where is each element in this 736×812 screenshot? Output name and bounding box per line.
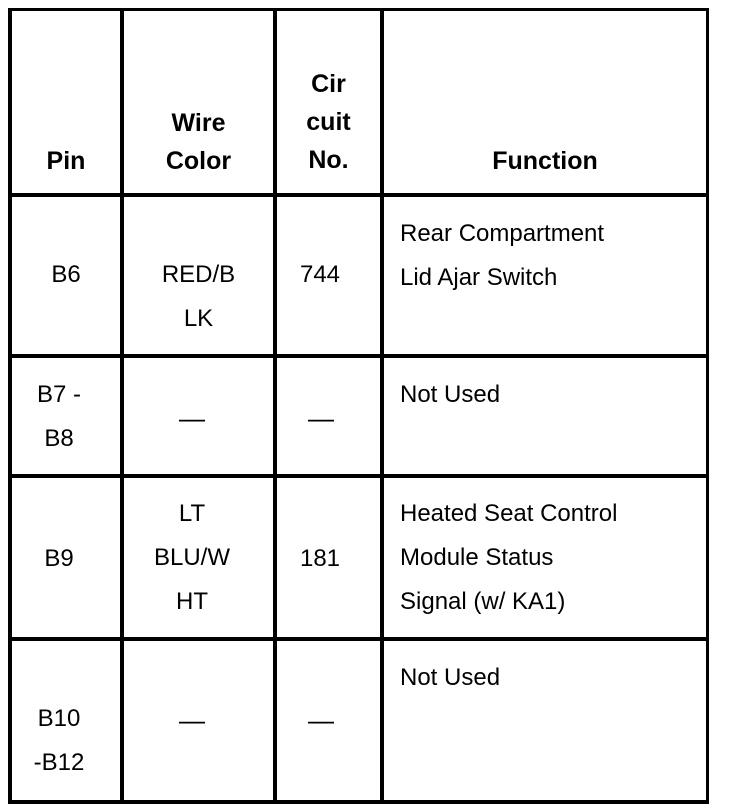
row-3-pin [12, 537, 106, 581]
header-circuit-no [277, 65, 380, 179]
column-divider-3 [380, 8, 384, 804]
header-circuit-no-line-1: Cir [311, 70, 346, 98]
header-pin-line-1: Pin [46, 147, 86, 175]
row-divider-2 [8, 474, 708, 478]
row-4-pin [12, 697, 106, 785]
row-2-pin-line-1: B7 - [36, 381, 81, 408]
row-1-circuit-no [277, 253, 363, 297]
table-top-border [8, 8, 708, 11]
row-2-pin [12, 373, 106, 461]
row-1-function [400, 212, 706, 300]
row-1-wire-color [124, 253, 273, 341]
row-2-pin-line-2: B8 [44, 425, 74, 452]
row-2-wire-color-line-1: — [179, 403, 205, 433]
row-4-wire-color [124, 698, 260, 742]
row-4-circuit-no-line-1: — [308, 705, 334, 735]
header-bottom-border [8, 193, 708, 197]
row-4-function [400, 656, 706, 700]
row-3-wire-color-line-2: BLU/W [153, 544, 230, 571]
row-3-wire-color-line-1: LT [178, 500, 206, 527]
row-1-function-line-2: Lid Ajar Switch [400, 264, 558, 291]
row-4-function-line-1: Not Used [400, 664, 501, 691]
row-3-pin-line-1: B9 [44, 545, 74, 572]
header-pin [12, 142, 120, 180]
row-3-wire-color [124, 492, 260, 624]
header-circuit-no-line-3: No. [308, 146, 349, 174]
header-function-line-1: Function [492, 147, 598, 175]
row-1-pin [12, 253, 120, 297]
row-1-circuit-no-line-1: 744 [299, 261, 341, 288]
row-3-function-line-3: Signal (w/ KA1) [400, 588, 566, 615]
header-wire-color-line-2: Color [165, 147, 232, 175]
header-circuit-no-line-2: cuit [306, 108, 351, 136]
row-3-wire-color-line-3: HT [176, 588, 208, 615]
row-3-circuit-no-line-1: 181 [299, 545, 341, 572]
row-divider-1 [8, 354, 708, 358]
row-3-circuit-no [277, 537, 363, 581]
row-4-pin-line-2: -B12 [33, 749, 85, 776]
row-1-wire-color-line-2: LK [183, 305, 214, 332]
row-4-circuit-no [277, 698, 365, 742]
row-2-function [400, 373, 706, 417]
header-function [384, 142, 706, 180]
row-3-function-line-1: Heated Seat Control [400, 500, 618, 527]
row-2-function-line-1: Not Used [400, 381, 501, 408]
table-bottom-border [8, 800, 708, 804]
row-1-function-line-1: Rear Compartment [400, 220, 605, 247]
row-4-pin-line-1: B10 [37, 705, 81, 732]
row-1-wire-color-line-1: RED/B [161, 261, 236, 288]
row-divider-3 [8, 637, 708, 641]
row-2-circuit-no-line-1: — [308, 403, 334, 433]
row-1-pin-line-1: B6 [51, 261, 81, 288]
row-4-wire-color-line-1: — [179, 705, 205, 735]
header-wire-color-line-1: Wire [171, 109, 226, 137]
row-3-function-line-2: Module Status [400, 544, 554, 571]
column-divider-right [706, 8, 709, 804]
row-3-function [400, 492, 706, 624]
row-2-wire-color [124, 396, 260, 440]
header-wire-color [124, 104, 273, 180]
row-2-circuit-no [277, 396, 365, 440]
